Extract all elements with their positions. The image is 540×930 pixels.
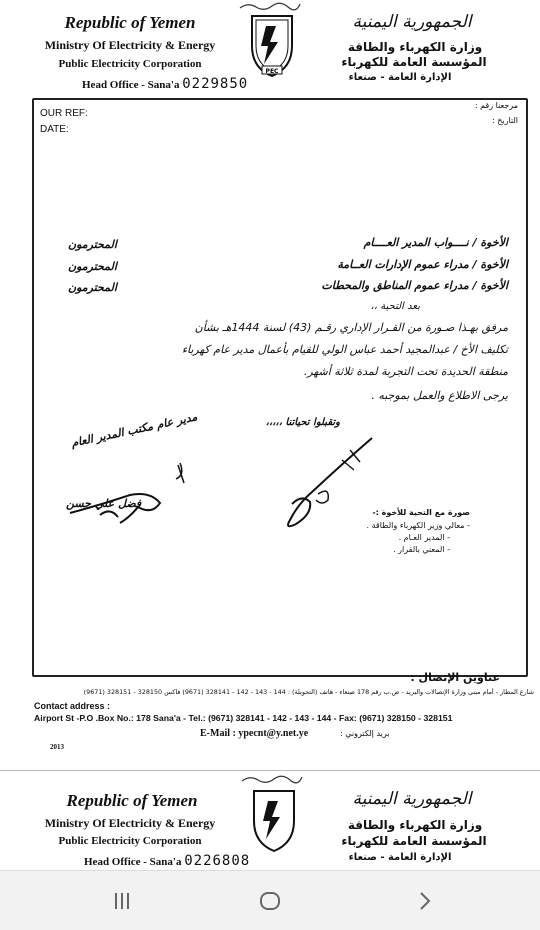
page2-country-en: Republic of Yemen — [66, 791, 198, 810]
date-ar: التاريخ : — [491, 116, 518, 125]
country-en: Republic of Yemen — [64, 13, 196, 32]
system-navigation-bar — [0, 870, 540, 930]
honorific-2: المحترمون — [68, 260, 117, 273]
back-button[interactable] — [394, 881, 454, 921]
our-ref-label: OUR REF: — [40, 108, 88, 119]
body-line-4: يرجى الاطلاع والعمل بموجبه . — [371, 389, 508, 402]
pec-logo-2 — [248, 787, 300, 853]
page2-head-office-label: Head Office - Sana'a — [84, 856, 182, 868]
ministry-en: Ministry Of Electricity & Energy — [44, 38, 216, 52]
corp-ar: المؤسسة العامة للكهرباء — [341, 55, 487, 69]
back-icon — [412, 889, 436, 913]
recents-icon — [110, 889, 134, 913]
page2-ministry-en: Ministry Of Electricity & Energy — [44, 816, 216, 830]
honorific-3: المحترمون — [68, 281, 117, 294]
page2-corp-ar: المؤسسة العامة للكهرباء — [341, 834, 487, 848]
document-number: 0229850 — [182, 76, 249, 92]
head-office-en — [82, 76, 272, 92]
head-office-label: Head Office - Sana'a — [82, 79, 180, 91]
signatory-name: فضل علي حسن — [66, 497, 142, 510]
page2-document-number: 0226808 — [184, 853, 251, 869]
handwritten-signature-center — [272, 434, 382, 534]
country-ar: الجمهورية اليمنية — [352, 12, 472, 32]
pec-logo — [246, 12, 298, 78]
corp-en: Public Electricity Corporation — [58, 58, 202, 70]
basmala-calligraphy-2 — [240, 773, 304, 785]
basmala-calligraphy — [238, 0, 302, 12]
body-line-1: مرفق بهـذا صـورة من القـرار الإداري رقـم (43) لسنة 1444هـ بشأن — [194, 321, 508, 334]
page2-country-ar: الجمهورية اليمنية — [352, 789, 472, 809]
ministry-ar: وزارة الكهرباء والطاقة — [347, 40, 483, 54]
our-ref-ar: مرجعنا رقم : — [474, 101, 518, 110]
document-frame — [32, 98, 528, 677]
page2-head-office — [84, 853, 274, 869]
email-ar: بريد إلكتروني : — [340, 729, 390, 738]
addresses-ar: عناوين الإتصال : — [410, 671, 500, 684]
home-icon — [258, 889, 282, 913]
body-line-3: منطقة الحديدة تحت التجربة لمدة ثلاثة أشهر. — [303, 365, 508, 378]
page2-head-office-ar: الإدارة العامة - صنعاء — [348, 852, 452, 863]
signatory-title: مدير عام مكتب المدير العام — [70, 410, 199, 450]
honorific-1: المحترمون — [68, 238, 117, 251]
head-office-ar: الإدارة العامة - صنعاء — [348, 72, 452, 83]
logo-label: PEC — [265, 68, 279, 75]
cc-item-3: - المعني بالقرار . — [393, 545, 450, 554]
body-line-2: تكليف الأخ / عبدالمجيد أحمد عباس الولي للقيام بأعمال مدير عام كهرباء — [181, 343, 508, 356]
home-button[interactable] — [240, 881, 300, 921]
cc-heading: صورة مع التحية للأخوة :- — [372, 508, 470, 517]
year-label: 2013 — [50, 743, 64, 751]
page2-corp-en: Public Electricity Corporation — [58, 835, 202, 847]
handwritten-signature-left — [60, 455, 210, 535]
greeting: بعد التحية ،، — [370, 301, 420, 312]
cc-item-2: - المدير العـام . — [398, 533, 450, 542]
email-en: E-Mail : ypecnt@y.net.ye — [200, 728, 309, 739]
address-line-ar: شارع المطار - أمام مبنى وزارة الإتصالات والبريد - ص.ب رقم 178 صنعاء - هاتف (التحويلة) : 144 - 143 - 142 - 328141 (9671) فاكس 328150 - 328151 (9671) — [83, 688, 534, 696]
address-en: Airport St -P.O .Box No.: 178 Sana'a - Tel.: (9671) 328141 - 142 - 143 - 144 - Fax: (9671) 328150 - 328151 — [34, 713, 453, 723]
addressee-3: الأخوة / مدراء عموم المناطق والمحطات — [321, 279, 508, 292]
recents-button[interactable] — [92, 881, 152, 921]
cc-item-1: - معالي وزير الكهرباء والطاقة . — [366, 521, 470, 530]
date-label: DATE: — [40, 124, 69, 135]
addressee-1: الأخوة / نــــواب المدير العــــام — [363, 236, 508, 249]
page2-ministry-ar: وزارة الكهرباء والطاقة — [347, 818, 483, 832]
contact-en: Contact address : — [34, 701, 111, 711]
document-page-2 — [0, 770, 540, 871]
addressee-2: الأخوة / مدراء عموم الإدارات العــامة — [337, 258, 508, 271]
closing: وتقبلوا تحياتنا ،،،،، — [265, 417, 340, 428]
